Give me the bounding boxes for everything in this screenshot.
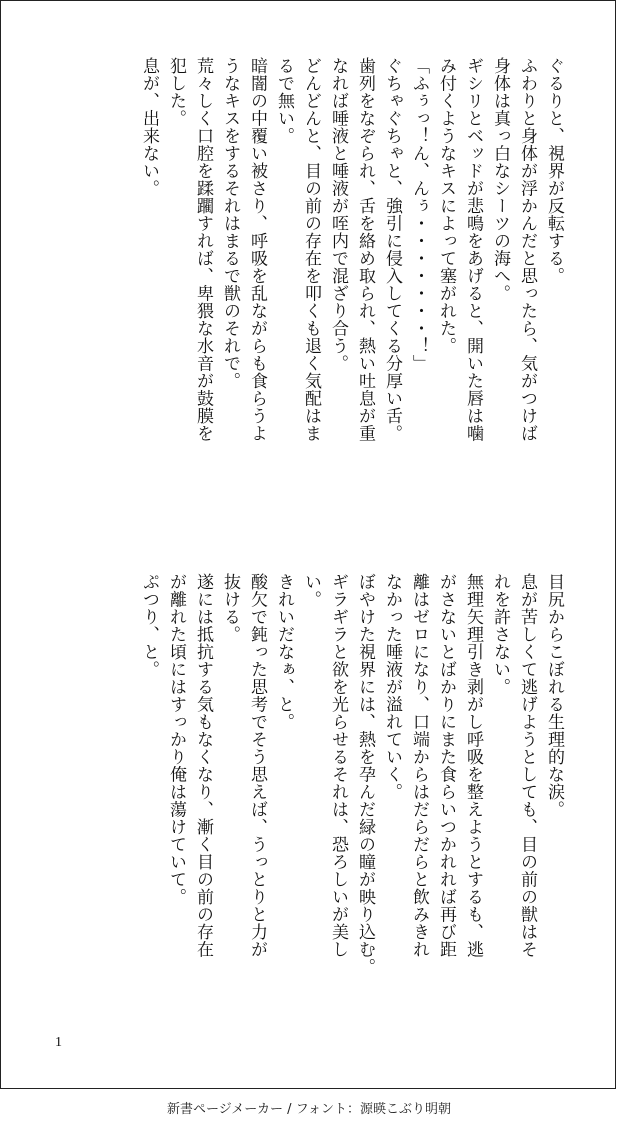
- text-line: み付くようなキスによって塞がれた。: [436, 57, 456, 355]
- text-line: 無理矢理引き剥がし呼吸を整えようとするも、逃: [463, 573, 483, 958]
- text-line: れを許さない。: [490, 573, 510, 696]
- text-line: 目尻からこぼれる生理的な涙。: [544, 573, 564, 818]
- text-line: ぐちゃぐちゃと、強引に侵入してくる分厚い舌。: [382, 57, 402, 442]
- text-line: るで無い。: [274, 57, 294, 145]
- text-line: ぐるりと、視界が反転する。: [544, 57, 564, 285]
- text-line: 離はゼロになり、口端からはだらだらと飲みきれ: [409, 573, 429, 958]
- text-line: 息が苦しくて逃げようとしても、目の前の獣はそ: [517, 573, 537, 958]
- text-line: きれいだなぁ、と。: [274, 573, 294, 731]
- text-line: 歯列をなぞられ、舌を絡め取られ、熱い吐息が重: [355, 57, 375, 442]
- text-line: 荒々しく口腔を蹂躙すれば、卑猥な水音が鼓膜を: [193, 57, 213, 442]
- text-line: ギラギラと欲を光らせるそれは、恐ろしいが美し: [328, 573, 348, 958]
- text-line: 息が、出来ない。: [139, 57, 159, 197]
- text-line: なれば唾液と唾液が咥内で混ざり合う。: [328, 57, 348, 372]
- text-line: 遂には抵抗する気もなくなり、漸く目の前の存在: [193, 573, 213, 958]
- text-block-top: [135, 57, 567, 527]
- text-line: い。: [301, 573, 321, 608]
- text-line: ふわりと身体が浮かんだと思ったら、気がつけば: [517, 57, 537, 442]
- text-line: 抜ける。: [220, 573, 240, 643]
- text-line: ぼやけた視界には、熱を孕んだ緑の瞳が映り込む。: [355, 573, 375, 976]
- text-line: うなキスをするそれはまるで獣のそれで。: [220, 57, 240, 390]
- footer-credit: 新書ページメーカー / フォント：源暎こぶり明朝: [166, 1102, 452, 1117]
- text-line: ギシリとベッドが悲鳴をあげると、開いた唇は噛: [463, 57, 483, 442]
- text-line: なかった唾液が溢れていく。: [382, 573, 402, 801]
- text-line: ぷつり、と。: [139, 573, 159, 678]
- text-line: 「ふぅっ！ん、んぅ・・・・・・・！」: [409, 57, 429, 372]
- page-number: 1: [55, 1035, 62, 1050]
- text-line: 犯した。: [166, 57, 186, 127]
- text-line: どんどんと、目の前の存在を叩くも退く気配はま: [301, 57, 321, 442]
- text-line: 暗闇の中覆い被さり、呼吸を乱ながらも食らうよ: [247, 57, 267, 442]
- text-line: が離れた頃にはすっかり俺は蕩けていて。: [166, 573, 186, 906]
- text-line: がさないとばかりにまた食らいつかれれば再び距: [436, 573, 456, 958]
- text-line: 身体は真っ白なシーツの海へ。: [490, 57, 510, 302]
- text-line: 酸欠で鈍った思考でそう思えば、うっとりと力が: [247, 573, 267, 958]
- text-block-bottom: [135, 573, 567, 1043]
